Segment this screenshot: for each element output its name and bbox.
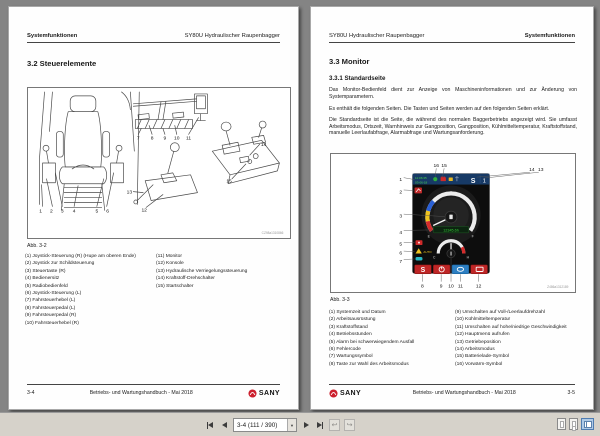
page-footer: [27, 384, 280, 398]
lock-lever-drawing: [134, 143, 198, 204]
error-code-text: AUTO: [423, 250, 432, 255]
figure-label: 11: [186, 136, 192, 142]
figure-label: 4: [72, 209, 76, 215]
figure-label: 15: [441, 163, 447, 169]
legend-item: (6) Joystick-Steuerung (L): [25, 291, 82, 297]
document-page-right: [310, 6, 594, 410]
figure-label: 5: [399, 242, 403, 248]
system-time: 11:06:35: [415, 176, 427, 181]
operating-hours-display: [433, 226, 468, 232]
sany-logo: [248, 389, 280, 398]
header-left: Systemfunktionen: [27, 33, 78, 39]
figure-label: 1: [39, 209, 42, 215]
figure-label: 14: [529, 167, 535, 173]
fuel-empty-label: E: [427, 234, 431, 239]
gear-position-indicator: 1: [482, 178, 486, 185]
header-right: SY80U Hydraulischer Raupenbagger: [184, 33, 280, 39]
figure-code: CZ98a1310866: [261, 231, 284, 236]
legend-item: (1) Joystick-Steuerung (R) (Hupe am oberen Ende): [25, 254, 136, 259]
page-dropdown-button[interactable]: [287, 419, 296, 431]
legend-item: (9) Fahrsteuerpedal (R): [25, 313, 77, 319]
paragraph: Das Monitor-Bedienfeld dient zur Anzeige von Maschineninformationen und zur Änderung von Systemparametern.: [329, 87, 577, 100]
main-menu-button: [471, 265, 488, 274]
sany-logo-text: SANY: [258, 389, 280, 397]
figure-label: 10: [174, 136, 180, 142]
next-page-button[interactable]: [301, 418, 311, 432]
figure-label: 14: [260, 143, 267, 149]
figure-monitor: [330, 153, 576, 293]
figure-label: 11: [457, 284, 463, 290]
figure-code: Z486a1312189: [547, 285, 569, 290]
page-navigation-group: [205, 413, 355, 436]
work-equipment-icon: [415, 188, 422, 194]
next-view-button[interactable]: [344, 419, 355, 431]
paragraph: Die Standardseite ist die Seite, die während des normalen Baggerbetriebs angezeigt wird. Sie umfasst Arbeitsmodus, Ortszeit, Warnhinweis zur Gangposition, Gangposition, Kühlmitteltemperatur, Kraftstoffstand, manuelle Leerlaufabfrage, Alarmabfrage und Wartungsanforderung.: [329, 117, 577, 137]
legend-item: (15) Startschalter: [156, 283, 194, 289]
operator-seat-drawing: [43, 96, 124, 210]
legend-item: (11) Umschalten auf hohe/niedrige Geschwindigkeit: [455, 324, 567, 330]
figure-caption: Abb. 3-2: [27, 243, 47, 249]
figure-label: 4: [399, 230, 403, 236]
document-page-left: [8, 6, 299, 410]
legend-item: (6) Fehlercode: [329, 347, 361, 353]
facing-pages-view-button[interactable]: [581, 418, 594, 430]
legend-item: (11) Monitor: [156, 254, 182, 259]
paragraph: Es enthält die folgenden Seiten. Die Tasten und Seiten werden auf den folgenden Seiten erklärt.: [329, 106, 550, 112]
temp-hot-label: H: [466, 255, 469, 260]
figure-label: 8: [150, 136, 154, 142]
legend-item: (10) Fahrsteuerhebel (R): [25, 320, 79, 326]
figure-label: 12: [475, 284, 482, 290]
legend-item: (4) Betriebsstunden: [329, 332, 372, 338]
page-header: [329, 33, 575, 43]
chevron-down-icon: ▼: [290, 422, 294, 428]
legend-item: (16) Vorwärm-Symbol: [455, 361, 503, 367]
figure-label: 9: [439, 284, 443, 290]
page-number-field[interactable]: [233, 418, 297, 432]
footer-center-text: Betriebs- und Wartungshandbuch - Mai 2018: [89, 390, 193, 396]
figure-label: 7: [136, 136, 140, 142]
legend-item: (7) Fahrsteuerhebel (L): [25, 298, 76, 304]
legend-item: (9) Umschalten auf Voll-/Leerlaufdrehzahl: [455, 310, 545, 315]
page-number-value: 3-4 (111 / 390): [237, 421, 278, 429]
figure-legend-col2: [156, 253, 247, 290]
first-page-icon: [208, 422, 213, 428]
figure-label: 16: [433, 163, 439, 169]
legend-item: (15) Batterielade-Symbol: [455, 354, 510, 360]
facing-pages-icon: [584, 421, 588, 428]
single-page-icon: [560, 421, 564, 428]
legend-item: (13) Hydraulische Verriegelungssteuerung: [156, 268, 248, 274]
sany-logo-text: SANY: [340, 389, 362, 397]
warning-icon: [449, 177, 453, 181]
continuous-view-icon: [572, 421, 576, 428]
header-right: Systemfunktionen: [524, 33, 575, 39]
idle-speed-button: [433, 265, 450, 274]
monitor-drawing: [331, 154, 575, 292]
subsection-title: 3.3.1 Standardseite: [329, 75, 386, 82]
last-page-button[interactable]: [315, 418, 325, 432]
legend-item: (5) Radiobedienfeld: [25, 283, 68, 289]
legend-item: (13) Getriebeposition: [455, 339, 501, 345]
footer-center-text: Betriebs- und Wartungshandbuch - Mai 2018: [412, 390, 516, 396]
previous-page-icon: [222, 422, 227, 428]
legend-item: (4) Bedienersitz: [25, 276, 60, 282]
right-console-drawing: [212, 121, 279, 184]
figure-label: 13: [537, 167, 544, 173]
legend-item: (14) Kraftstoff-Drehschalter: [156, 276, 215, 282]
page-header: [27, 33, 280, 43]
figure-label: 3: [399, 214, 403, 220]
legend-item: (5) Alarm bei schwerwiegendem Ausfall: [329, 339, 415, 345]
first-page-button[interactable]: [205, 418, 215, 432]
work-mode-button: [415, 265, 432, 274]
sany-logo-icon: [248, 389, 257, 398]
pedal-assembly-drawing: [133, 94, 207, 129]
page-layout-group: [557, 418, 594, 430]
footer-page-number: 3-4: [27, 390, 35, 396]
previous-page-button[interactable]: [219, 418, 229, 432]
figure-label: 3: [60, 209, 64, 215]
figure-label: 1: [399, 178, 403, 184]
continuous-view-button[interactable]: [569, 418, 578, 430]
legend-item: (3) Kraftstoffstand: [329, 324, 368, 330]
single-page-view-button[interactable]: [557, 418, 566, 430]
legend-item: (8) Taste zur Wahl des Arbeitsmodus: [329, 361, 409, 367]
figure-legend-col1: [25, 253, 136, 327]
next-view-icon: ↪: [346, 422, 353, 429]
alarm-icon: [416, 240, 423, 245]
pdf-viewer-toolbar: [0, 412, 600, 436]
figure-legend-col2: [455, 309, 567, 368]
legend-item: (2) Joystick zur Schildsteuerung: [25, 261, 95, 267]
legend-item: (14) Arbeitsmodus: [455, 347, 495, 353]
figure-cab-controls: [27, 87, 291, 239]
cab-controls-drawing: [28, 88, 290, 238]
sany-logo-icon: [329, 389, 338, 398]
figure-caption: Abb. 3-3: [330, 297, 350, 303]
previous-view-icon: ↩: [331, 422, 338, 429]
figure-label: 6: [399, 251, 403, 257]
figure-label: 5: [95, 209, 99, 215]
system-date: 03-06-18: [415, 180, 428, 185]
section-title: 3.2 Steuerelemente: [27, 59, 97, 68]
next-page-icon: [304, 422, 309, 428]
work-mode-indicator: S: [470, 176, 476, 185]
fuel-pump-icon: [449, 215, 452, 220]
footer-page-number: 3-5: [567, 390, 575, 396]
previous-view-button[interactable]: [329, 419, 340, 431]
legend-item: (3) Steuertaste (R): [25, 268, 66, 274]
maintenance-icon: [416, 257, 423, 261]
figure-legend-col1: [329, 309, 414, 368]
figure-label: 10: [448, 284, 454, 290]
legend-item: (12) Konsole: [156, 261, 184, 267]
figure-label: 7: [399, 259, 403, 265]
section-title: 3.3 Monitor: [329, 57, 370, 66]
figure-label: 15: [226, 179, 232, 185]
temp-cold-label: C: [433, 255, 436, 260]
figure-label: 13: [126, 190, 133, 196]
legend-item: (10) Kühlmitteltemperatur: [455, 317, 511, 323]
fuel-full-label: F: [471, 234, 474, 239]
travel-speed-button: [452, 265, 469, 274]
figure-label: 6: [106, 209, 110, 215]
figure-label: 8: [421, 284, 424, 290]
figure-label: 2: [50, 209, 53, 215]
work-mode-button-label: S: [420, 267, 426, 275]
page-footer: [329, 384, 575, 398]
hours-value: 12345.6h: [443, 228, 459, 233]
figure-label: 9: [163, 136, 167, 142]
legend-item: (7) Wartungssymbol: [329, 354, 373, 360]
legend-item: (2) Arbeitsausrüstung: [329, 317, 376, 323]
preheat-icon: [433, 177, 437, 181]
sany-logo: [329, 389, 361, 398]
legend-item: (8) Fahrsteuerpedal (L): [25, 305, 76, 311]
legend-item: (1) Systemzeit und Datum: [329, 310, 386, 315]
figure-label: 2: [399, 190, 403, 196]
header-left: SY80U Hydraulischer Raupenbagger: [329, 33, 425, 39]
figure-label: 12: [141, 208, 147, 214]
legend-item: (12) Hauptmenü aufrufen: [455, 332, 510, 338]
